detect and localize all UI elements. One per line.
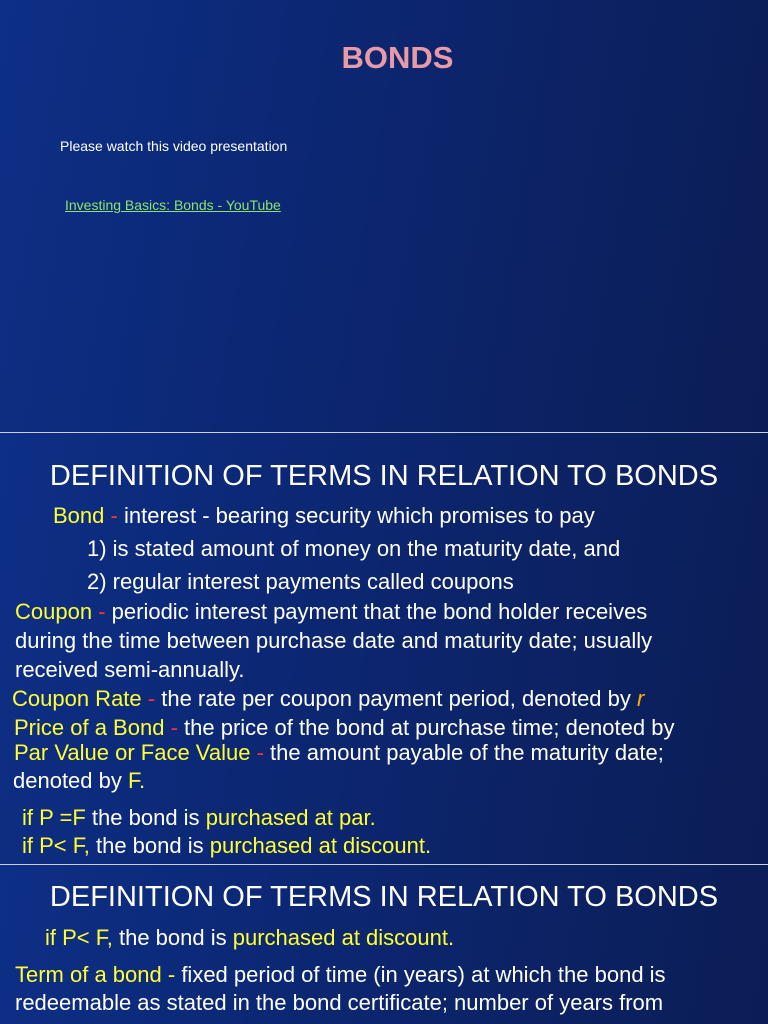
discount-cond-result: purchased at discount. <box>232 925 455 950</box>
coupon-term: Coupon <box>15 599 93 624</box>
discount-cond-mid: the bond is <box>118 925 227 950</box>
coupon-rate-term: Coupon Rate <box>12 686 142 711</box>
bond-item-1: 1) is stated amount of money on the maturity date, and <box>87 536 621 561</box>
term-def-1: fixed period of time (in years) at which the bond is <box>181 962 666 987</box>
slide-bonds-intro <box>0 0 768 432</box>
coupon-definition <box>15 599 647 625</box>
par-def-line-2 <box>13 768 145 794</box>
bond-def: interest - bearing security which promises to pay <box>123 503 595 528</box>
price-def: the price of the bond at purchase time; denoted by <box>184 715 675 740</box>
discount-cond-result: purchased at discount. <box>209 833 432 858</box>
dash: - <box>256 740 264 765</box>
slide-definitions-2 <box>0 865 768 1024</box>
coupon-rate-symbol: r <box>637 686 645 711</box>
coupon-rate-definition <box>12 686 644 712</box>
par-cond-result: purchased at par. <box>205 805 376 830</box>
slide-definitions-1 <box>0 433 768 864</box>
slide-heading: DEFINITION OF TERMS IN RELATION TO BONDS <box>49 460 719 492</box>
bond-item-2: 2) regular interest payments called coupons <box>87 569 514 594</box>
discount-condition <box>22 833 431 859</box>
dash: - <box>147 686 156 711</box>
term-definition <box>15 962 666 988</box>
dash: - <box>98 599 106 624</box>
par-symbol: F. <box>128 768 146 793</box>
discount-cond: if P< F, <box>22 833 90 858</box>
discount-condition <box>45 925 454 951</box>
slide-heading: DEFINITION OF TERMS IN RELATION TO BONDS <box>49 881 719 913</box>
bond-term: Bond <box>53 503 105 528</box>
par-value-definition <box>14 740 664 766</box>
slide-title: BONDS <box>341 40 454 75</box>
par-cond: if P =F <box>22 805 86 830</box>
par-condition <box>22 805 376 831</box>
dash: - <box>170 715 178 740</box>
watch-instruction: Please watch this video presentation <box>60 138 288 154</box>
par-def-1: the amount payable of the maturity date; <box>270 740 664 765</box>
coupon-def-2: during the time between purchase date and maturity date; usually <box>15 628 653 653</box>
par-cond-mid: the bond is <box>91 805 200 830</box>
dash: - <box>110 503 118 528</box>
term-def-2: redeemable as stated in the bond certificate; number of years from <box>15 990 664 1015</box>
coupon-rate-def: the rate per coupon payment period, denoted by <box>161 686 631 711</box>
bond-definition <box>53 503 595 529</box>
par-term: Par Value or Face Value <box>14 740 251 765</box>
video-link[interactable]: Investing Basics: Bonds - YouTube <box>65 197 281 213</box>
term-term: Term of a bond - <box>15 962 176 987</box>
price-term: Price of a Bond <box>14 715 165 740</box>
par-def-2: denoted by <box>13 768 122 793</box>
price-definition <box>14 715 674 741</box>
coupon-def-3: received semi-annually. <box>15 657 245 682</box>
discount-cond: if P< F, <box>45 925 113 950</box>
discount-cond-mid: the bond is <box>95 833 204 858</box>
coupon-def-1: periodic interest payment that the bond holder receives <box>111 599 648 624</box>
